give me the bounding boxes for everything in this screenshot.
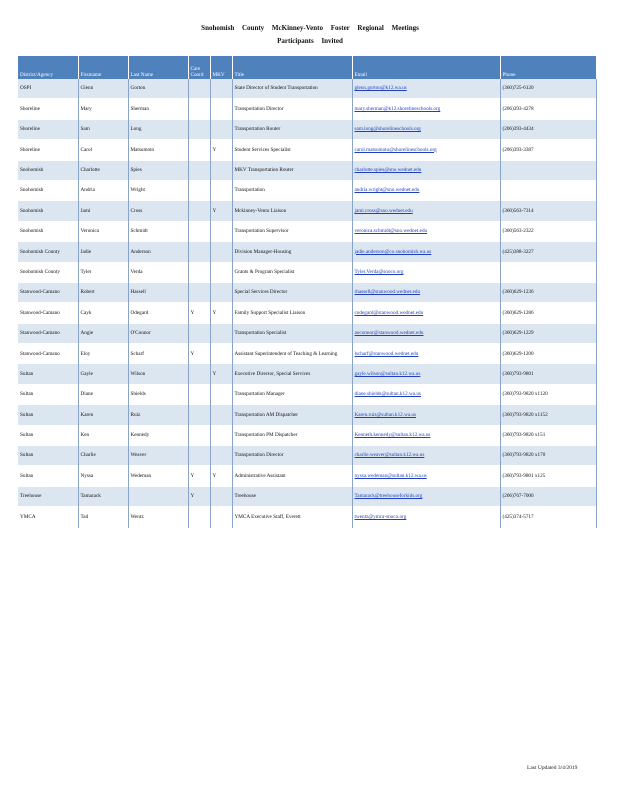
district-cell: Snohomish County: [18, 242, 78, 262]
table-row: [18, 201, 596, 221]
mkv-cell: [210, 344, 232, 364]
care-coord-cell: Y: [188, 466, 210, 486]
phone-cell: [500, 262, 596, 282]
firstname-cell: Glenn: [78, 79, 128, 99]
email-cell[interactable]: lscharf@stanwood.wednet.edu: [352, 344, 500, 364]
email-cell[interactable]: aoconnor@stanwood.wednet.edu: [352, 323, 500, 343]
district-cell: Snohomish: [18, 221, 78, 241]
phone-cell: (360)629-1286: [500, 303, 596, 323]
district-cell: Snohomish: [18, 180, 78, 200]
phone-cell: (360)793-9820 x1120: [500, 384, 596, 404]
col-header-phone: Phone: [500, 56, 596, 79]
col-header-district: District/Agency: [18, 56, 78, 79]
lastname-cell: Wentz: [128, 507, 188, 527]
mkv-cell: [210, 242, 232, 262]
table-row: [18, 425, 596, 445]
phone-cell: (425)374-5717: [500, 507, 596, 527]
firstname-cell: Ken: [78, 425, 128, 445]
document-title: [160, 22, 460, 48]
phone-cell: [500, 180, 596, 200]
email-cell[interactable]: andria.wright@sno.wednet.edu: [352, 180, 500, 200]
firstname-cell: Gayle: [78, 364, 128, 384]
phone-cell: (425)388-3227: [500, 242, 596, 262]
phone-cell: (360)793-9801 x125: [500, 466, 596, 486]
table-row: [18, 221, 596, 241]
phone-cell: (360)563-7314: [500, 201, 596, 221]
firstname-cell: Tamarack: [78, 486, 128, 506]
title-cell: Division Manager-Housing: [232, 242, 352, 262]
table-row: [18, 507, 596, 527]
table-row: [18, 303, 596, 323]
mkv-cell: Y: [210, 201, 232, 221]
header-row: [18, 56, 596, 79]
title-cell: Transportation Specialist: [232, 323, 352, 343]
table-row: [18, 140, 596, 160]
care-coord-cell: [188, 140, 210, 160]
email-cell[interactable]: carol.matsumoto@shorelineschools.org: [352, 140, 500, 160]
lastname-cell: Long: [128, 119, 188, 139]
lastname-cell: Scharf: [128, 344, 188, 364]
care-coord-cell: [188, 242, 210, 262]
table-row: [18, 466, 596, 486]
title-line-1: Snohomish County McKinney-Vento Foster Regional Meetings: [201, 24, 419, 32]
firstname-cell: Tyler: [78, 262, 128, 282]
phone-cell: (360)793-9820 x170: [500, 446, 596, 466]
phone-cell: (360)793-9820 x151: [500, 425, 596, 445]
district-cell: Stanwood-Camano: [18, 282, 78, 302]
phone-cell: (360)629-1236: [500, 282, 596, 302]
email-cell[interactable]: codegard@stanwood.wednet.edu: [352, 303, 500, 323]
care-coord-cell: [188, 405, 210, 425]
table-row: [18, 384, 596, 404]
title-cell: State Director of Student Transportation: [232, 79, 352, 99]
title-cell: Transportation Director: [232, 446, 352, 466]
lastname-cell: Weaver: [128, 446, 188, 466]
phone-cell: (206)393-4278: [500, 99, 596, 119]
title-cell: Mckinney-Vento Liaison: [232, 201, 352, 221]
lastname-cell: Cross: [128, 201, 188, 221]
firstname-cell: Jami: [78, 201, 128, 221]
title-cell: MKV Transportation Router: [232, 160, 352, 180]
care-coord-cell: [188, 282, 210, 302]
care-coord-cell: [188, 446, 210, 466]
district-cell: Snohomish: [18, 201, 78, 221]
phone-cell: (360)629-1229: [500, 323, 596, 343]
district-cell: Treehouse: [18, 486, 78, 506]
mkv-cell: [210, 99, 232, 119]
care-coord-cell: [188, 323, 210, 343]
email-cell[interactable]: veronica.schmidt@sno.wednet.edu: [352, 221, 500, 241]
table-row: [18, 282, 596, 302]
care-coord-cell: [188, 221, 210, 241]
mkv-cell: [210, 221, 232, 241]
lastname-cell: Anderson: [128, 242, 188, 262]
firstname-cell: Andria: [78, 180, 128, 200]
district-cell: Stanwood-Camano: [18, 303, 78, 323]
table-row: [18, 323, 596, 343]
firstname-cell: Nyssa: [78, 466, 128, 486]
phone-cell: (360)629-1200: [500, 344, 596, 364]
lastname-cell: Spies: [128, 160, 188, 180]
care-coord-cell: [188, 160, 210, 180]
care-coord-cell: [188, 262, 210, 282]
lastname-cell: Gorton: [128, 79, 188, 99]
lastname-cell: Wright: [128, 180, 188, 200]
email-cell[interactable]: gayle.wilson@sultan.k12.wa.us: [352, 364, 500, 384]
care-coord-cell: [188, 201, 210, 221]
title-cell: Administrative Assistant: [232, 466, 352, 486]
district-cell: Sultan: [18, 405, 78, 425]
lastname-cell: Wilson: [128, 364, 188, 384]
mkv-cell: Y: [210, 303, 232, 323]
lastname-cell: [128, 486, 188, 506]
table-row: [18, 262, 596, 282]
district-cell: Sultan: [18, 364, 78, 384]
firstname-cell: Charlie: [78, 446, 128, 466]
col-header-lastname: Last Name: [128, 56, 188, 79]
care-coord-cell: [188, 79, 210, 99]
lastname-cell: Ruiz: [128, 405, 188, 425]
title-cell: Transportation AM Dispatcher: [232, 405, 352, 425]
district-cell: Sultan: [18, 446, 78, 466]
title-cell: YMCA Executive Staff, Everett: [232, 507, 352, 527]
title-cell: Transportation Director: [232, 99, 352, 119]
mkv-cell: [210, 79, 232, 99]
district-cell: Snohomish County: [18, 262, 78, 282]
lastname-cell: Odegard: [128, 303, 188, 323]
title-cell: Grants & Program Specialist: [232, 262, 352, 282]
phone-cell: (360)793-9801: [500, 364, 596, 384]
email-cell[interactable]: rhassell@stanwood.wednet.edu: [352, 282, 500, 302]
district-cell: Stanwood-Camano: [18, 323, 78, 343]
care-coord-cell: [188, 180, 210, 200]
email-cell[interactable]: Tamarack@treehouseforkids.org: [352, 486, 500, 506]
district-cell: Shoreline: [18, 119, 78, 139]
title-cell: Transportation: [232, 180, 352, 200]
email-cell[interactable]: Kenneth.kennedy@sultan.k12.wa.us: [352, 425, 500, 445]
table-body: [18, 79, 596, 527]
title-cell: Transportation Manager: [232, 384, 352, 404]
mkv-cell: [210, 486, 232, 506]
firstname-cell: Veronica: [78, 221, 128, 241]
phone-cell: (360)793-9820 x1152: [500, 405, 596, 425]
email-cell[interactable]: jami.cross@sno.wednet.edu: [352, 201, 500, 221]
firstname-cell: Robert: [78, 282, 128, 302]
email-cell[interactable]: Karen.ruiz@sultan.k12.wa.us: [352, 405, 500, 425]
mkv-cell: Y: [210, 466, 232, 486]
lastname-cell: Hassell: [128, 282, 188, 302]
title-cell: Executive Director, Special Services: [232, 364, 352, 384]
firstname-cell: Mary: [78, 99, 128, 119]
firstname-cell: Charlotte: [78, 160, 128, 180]
email-cell[interactable]: charlie.weaver@sultan.k12.wa.us: [352, 446, 500, 466]
col-header-email: Email: [352, 56, 500, 79]
care-coord-cell: [188, 425, 210, 445]
email-cell[interactable]: nyssa.wedeman@sultan.k12.wa.us: [352, 466, 500, 486]
participants-table: [18, 56, 597, 528]
table-row: [18, 180, 596, 200]
district-cell: Sultan: [18, 466, 78, 486]
lastname-cell: Wedeman: [128, 466, 188, 486]
email-cell[interactable]: jadie.anderson@co.snohomish.wa.us: [352, 242, 500, 262]
care-coord-cell: Y: [188, 486, 210, 506]
table-row: [18, 160, 596, 180]
care-coord-cell: [188, 99, 210, 119]
firstname-cell: Diane: [78, 384, 128, 404]
mkv-cell: [210, 446, 232, 466]
phone-cell: [500, 160, 596, 180]
table-row: [18, 119, 596, 139]
lastname-cell: Matsumoto: [128, 140, 188, 160]
email-cell[interactable]: mary.sherman@k12.shorelineschools.org: [352, 99, 500, 119]
mkv-cell: [210, 323, 232, 343]
district-cell: Sultan: [18, 425, 78, 445]
district-cell: Sultan: [18, 384, 78, 404]
col-header-care-coord: Care Coord: [188, 56, 210, 79]
title-cell: Assistant Superintendent of Teaching & Learning: [232, 344, 352, 364]
mkv-cell: [210, 180, 232, 200]
col-header-firstname: Firstname: [78, 56, 128, 79]
email-cell[interactable]: Tyler.Verda@snoco.org: [352, 262, 500, 282]
firstname-cell: Karen: [78, 405, 128, 425]
lastname-cell: Shields: [128, 384, 188, 404]
email-cell[interactable]: glenn.gorton@k12.wa.us: [352, 79, 500, 99]
district-cell: Shoreline: [18, 140, 78, 160]
title-cell: Transportation Supervisor: [232, 221, 352, 241]
phone-cell: (206)767-7000: [500, 486, 596, 506]
table-row: [18, 364, 596, 384]
care-coord-cell: [188, 119, 210, 139]
table-row: [18, 344, 596, 364]
mkv-cell: [210, 282, 232, 302]
mkv-cell: [210, 507, 232, 527]
table-row: [18, 242, 596, 262]
care-coord-cell: [188, 364, 210, 384]
firstname-cell: Sam: [78, 119, 128, 139]
district-cell: Snohomish: [18, 160, 78, 180]
email-cell[interactable]: twentz@ymca-snoco.org: [352, 507, 500, 527]
lastname-cell: Schmidt: [128, 221, 188, 241]
care-coord-cell: Y: [188, 344, 210, 364]
phone-cell: (206)393-4434: [500, 119, 596, 139]
lastname-cell: Verda: [128, 262, 188, 282]
firstname-cell: Tad: [78, 507, 128, 527]
title-cell: Transportation Router: [232, 119, 352, 139]
lastname-cell: Kennedy: [128, 425, 188, 445]
phone-cell: (206)393-3387: [500, 140, 596, 160]
table-row: [18, 446, 596, 466]
title-cell: Special Services Director: [232, 282, 352, 302]
firstname-cell: Jadie: [78, 242, 128, 262]
district-cell: Shoreline: [18, 99, 78, 119]
mkv-cell: Y: [210, 364, 232, 384]
title-cell: Transportation PM Dispatcher: [232, 425, 352, 445]
mkv-cell: [210, 119, 232, 139]
mkv-cell: [210, 425, 232, 445]
mkv-cell: Y: [210, 140, 232, 160]
care-coord-cell: Y: [188, 303, 210, 323]
col-header-mkv: MKV: [210, 56, 232, 79]
table-row: [18, 486, 596, 506]
district-cell: Stanwood-Camano: [18, 344, 78, 364]
firstname-cell: Carol: [78, 140, 128, 160]
lastname-cell: O'Connor: [128, 323, 188, 343]
title-cell: Family Support Specialist Liaison: [232, 303, 352, 323]
col-header-title: Title: [232, 56, 352, 79]
firstname-cell: Eloy: [78, 344, 128, 364]
email-cell[interactable]: diane.shields@sultan.k12.wa.us: [352, 384, 500, 404]
title-line-2: Participants Invited: [277, 37, 343, 45]
care-coord-cell: [188, 384, 210, 404]
district-cell: OSPI: [18, 79, 78, 99]
table-row: [18, 79, 596, 99]
mkv-cell: [210, 384, 232, 404]
lastname-cell: Sherman: [128, 99, 188, 119]
firstname-cell: Cayk: [78, 303, 128, 323]
firstname-cell: Angie: [78, 323, 128, 343]
mkv-cell: [210, 160, 232, 180]
title-cell: Student Services Specialist: [232, 140, 352, 160]
last-updated: Last Updated 3/4/2019: [527, 765, 578, 771]
district-cell: YMCA: [18, 507, 78, 527]
phone-cell: (360)563-2322: [500, 221, 596, 241]
mkv-cell: [210, 262, 232, 282]
phone-cell: (360)725-6120: [500, 79, 596, 99]
email-cell[interactable]: charlotte.spies@sno.wednet.edu: [352, 160, 500, 180]
title-cell: Treehouse: [232, 486, 352, 506]
table-row: [18, 405, 596, 425]
mkv-cell: [210, 405, 232, 425]
care-coord-cell: [188, 507, 210, 527]
email-cell[interactable]: sam.long@shorelineschools.org: [352, 119, 500, 139]
table-row: [18, 99, 596, 119]
